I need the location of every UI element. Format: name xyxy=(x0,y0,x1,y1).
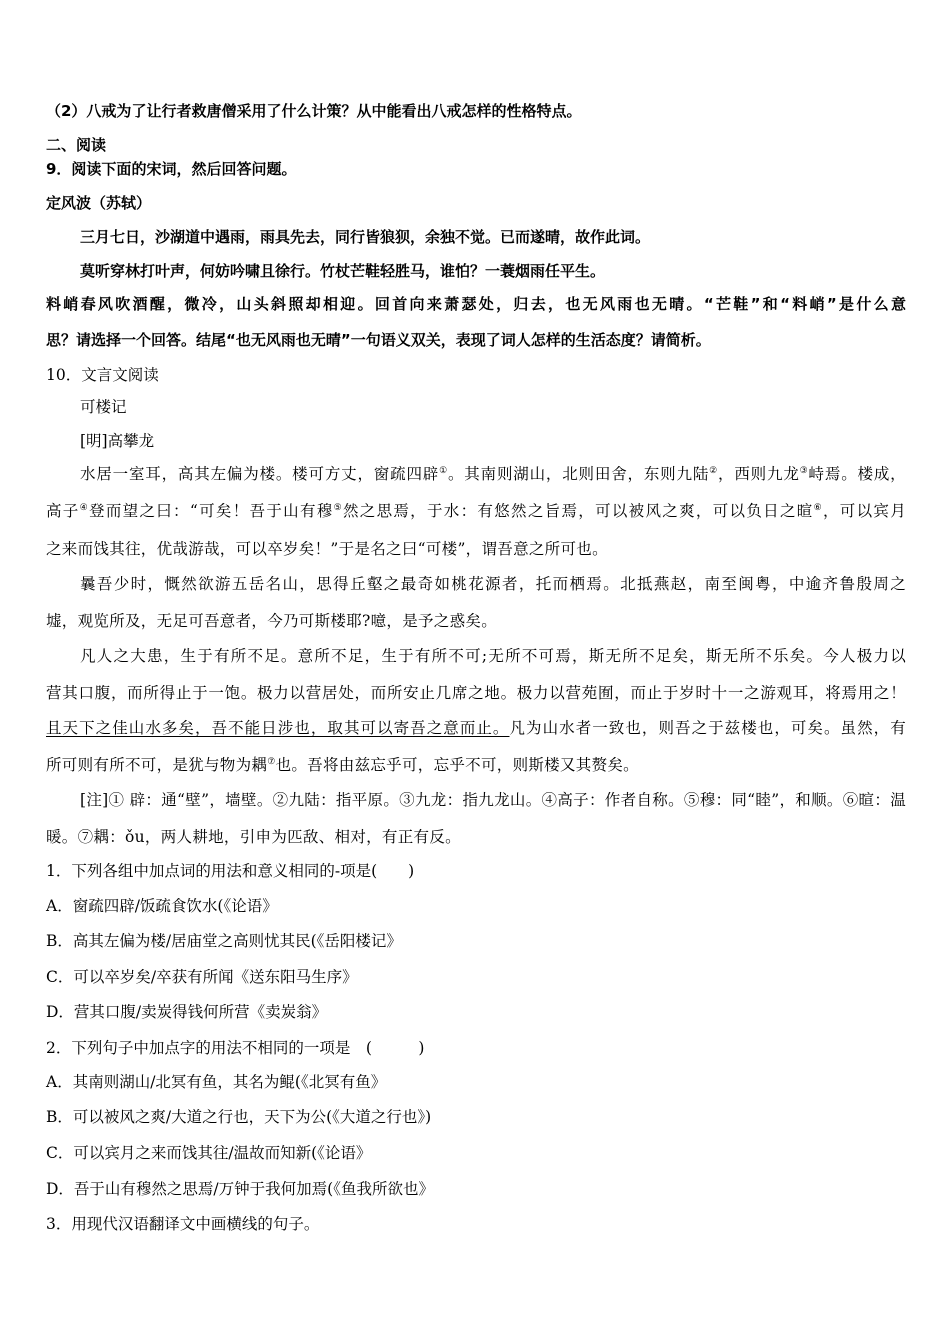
mc1-option-d: D．营其口腹/卖炭得钱何所营《卖炭翁》 xyxy=(46,1003,328,1021)
essay-notes-line2: 暖。⑦耦：ǒu，两人耕地，引申为匹敌、相对，有正有反。 xyxy=(46,828,461,846)
mc2-option-b: B．可以被风之爽/大道之行也，天下为公(《大道之行也》) xyxy=(46,1108,432,1126)
essay-p3-line3: 且天下之佳山水多矣，吾不能日涉也，取其可以寄吾之意而止。凡为山水者一致也，则吾之于兹楼也，可矣。虽然，有 xyxy=(46,719,906,737)
essay-p1-line1: 水居一室耳，高其左偏为楼。楼可方丈，窗疏四辟①。其南则湖山，北则田舍，东则九陆②，西则九龙③峙焉。楼成， xyxy=(80,465,906,483)
q8-sub2: （2）八戒为了让行者救唐僧采用了什么计策？从中能看出八戒怎样的性格特点。 xyxy=(46,102,582,120)
q9-prompt: 9．阅读下面的宋词，然后回答问题。 xyxy=(46,160,297,178)
poem-title: 定风波（苏轼） xyxy=(46,194,152,212)
essay-p3-line4: 所可则有所不可，是犹与物为耦⑦也。吾将由兹忘乎可，忘乎不可，则斯楼又其赘矣。 xyxy=(46,756,639,774)
mc2-stem: 2．下列句子中加点字的用法不相同的一项是 ( ) xyxy=(46,1039,425,1057)
underlined-sentence: 且天下之佳山水多矣，吾不能日涉也，取其可以寄吾之意而止。 xyxy=(46,719,510,737)
q10-prompt: 10．文言文阅读 xyxy=(46,366,159,384)
essay-author: [明]高攀龙 xyxy=(80,432,155,450)
mc2-option-d: D．吾于山有穆然之思焉/万钟于我何加焉(《鱼我所欲也》 xyxy=(46,1180,434,1198)
essay-p1-line2: 高子④登而望之曰：“可矣！吾于山有穆⑤然之思焉，于水：有悠然之旨焉，可以被风之爽，可以负日之暄⑥，可以宾月 xyxy=(46,502,907,520)
mc1-option-a: A．窗疏四辟/饭疏食饮水(《论语》 xyxy=(46,897,278,915)
section-heading-reading: 二、阅读 xyxy=(46,136,107,154)
essay-p3-line2: 营其口腹，而所得止于一饱。极力以营居处，而所安止几席之地。极力以营苑囿，而止于岁时十一之游观耳，将焉用之！ xyxy=(46,684,906,702)
mc2-option-c: C．可以宾月之来而饯其往/温故而知新(《论语》 xyxy=(46,1144,372,1162)
mc1-option-c: C．可以卒岁矣/卒获有所闻《送东阳马生序》 xyxy=(46,968,358,986)
q9-question: 思？请选择一个回答。结尾“也无风雨也无晴”一句语义双关，表现了词人怎样的生活态度？请简析。 xyxy=(46,331,711,349)
q3-translate: 3．用现代汉语翻译文中画横线的句子。 xyxy=(46,1215,320,1233)
mc1-option-b: B．高其左偏为楼/居庙堂之高则忧其民(《岳阳楼记》 xyxy=(46,932,402,950)
mc1-stem: 1．下列各组中加点词的用法和意义相同的-项是( ) xyxy=(46,862,415,880)
poem-preface: 三月七日，沙湖道中遇雨，雨具先去，同行皆狼狈，余独不觉。已而遂晴，故作此词。 xyxy=(80,228,651,246)
essay-notes-line1: [注]① 辟：通“壁”，墙壁。②九陆：指平原。③九龙：指九龙山。④高子：作者自称。⑤穆：同“睦”，和顺。⑥暄：温 xyxy=(80,791,906,809)
poem-line-2: 料峭春风吹酒醒，微冷，山头斜照却相迎。回首向来萧瑟处，归去，也无风雨也无晴。“芒鞋”和“料峭”是什么意 xyxy=(46,295,906,313)
poem-line-1: 莫听穿林打叶声，何妨吟啸且徐行。竹杖芒鞋轻胜马，谁怕？一蓑烟雨任平生。 xyxy=(80,262,606,280)
essay-p3-line1: 凡人之大患，生于有所不足。意所不足，生于有所不可;无所不可焉，斯无所不足矣，斯无所不乐矣。今人极力以 xyxy=(80,647,906,665)
mc2-option-a: A．其南则湖山/北冥有鱼，其名为鲲(《北冥有鱼》 xyxy=(46,1073,387,1091)
essay-p1-line3: 之来而饯其往，优哉游哉，可以卒岁矣！”于是名之曰“可楼”，谓吾意之所可也。 xyxy=(46,540,608,558)
essay-p2-line1: 曩吾少时，慨然欲游五岳名山，思得丘壑之最奇如桃花源者，托而栖焉。北抵燕赵，南至闽粤，中逾齐鲁殷周之 xyxy=(80,575,906,593)
essay-title: 可楼记 xyxy=(80,398,127,416)
essay-p2-line2: 墟，观览所及，无足可吾意者，今乃可斯楼耶?噫，是予之惑矣。 xyxy=(46,612,498,630)
